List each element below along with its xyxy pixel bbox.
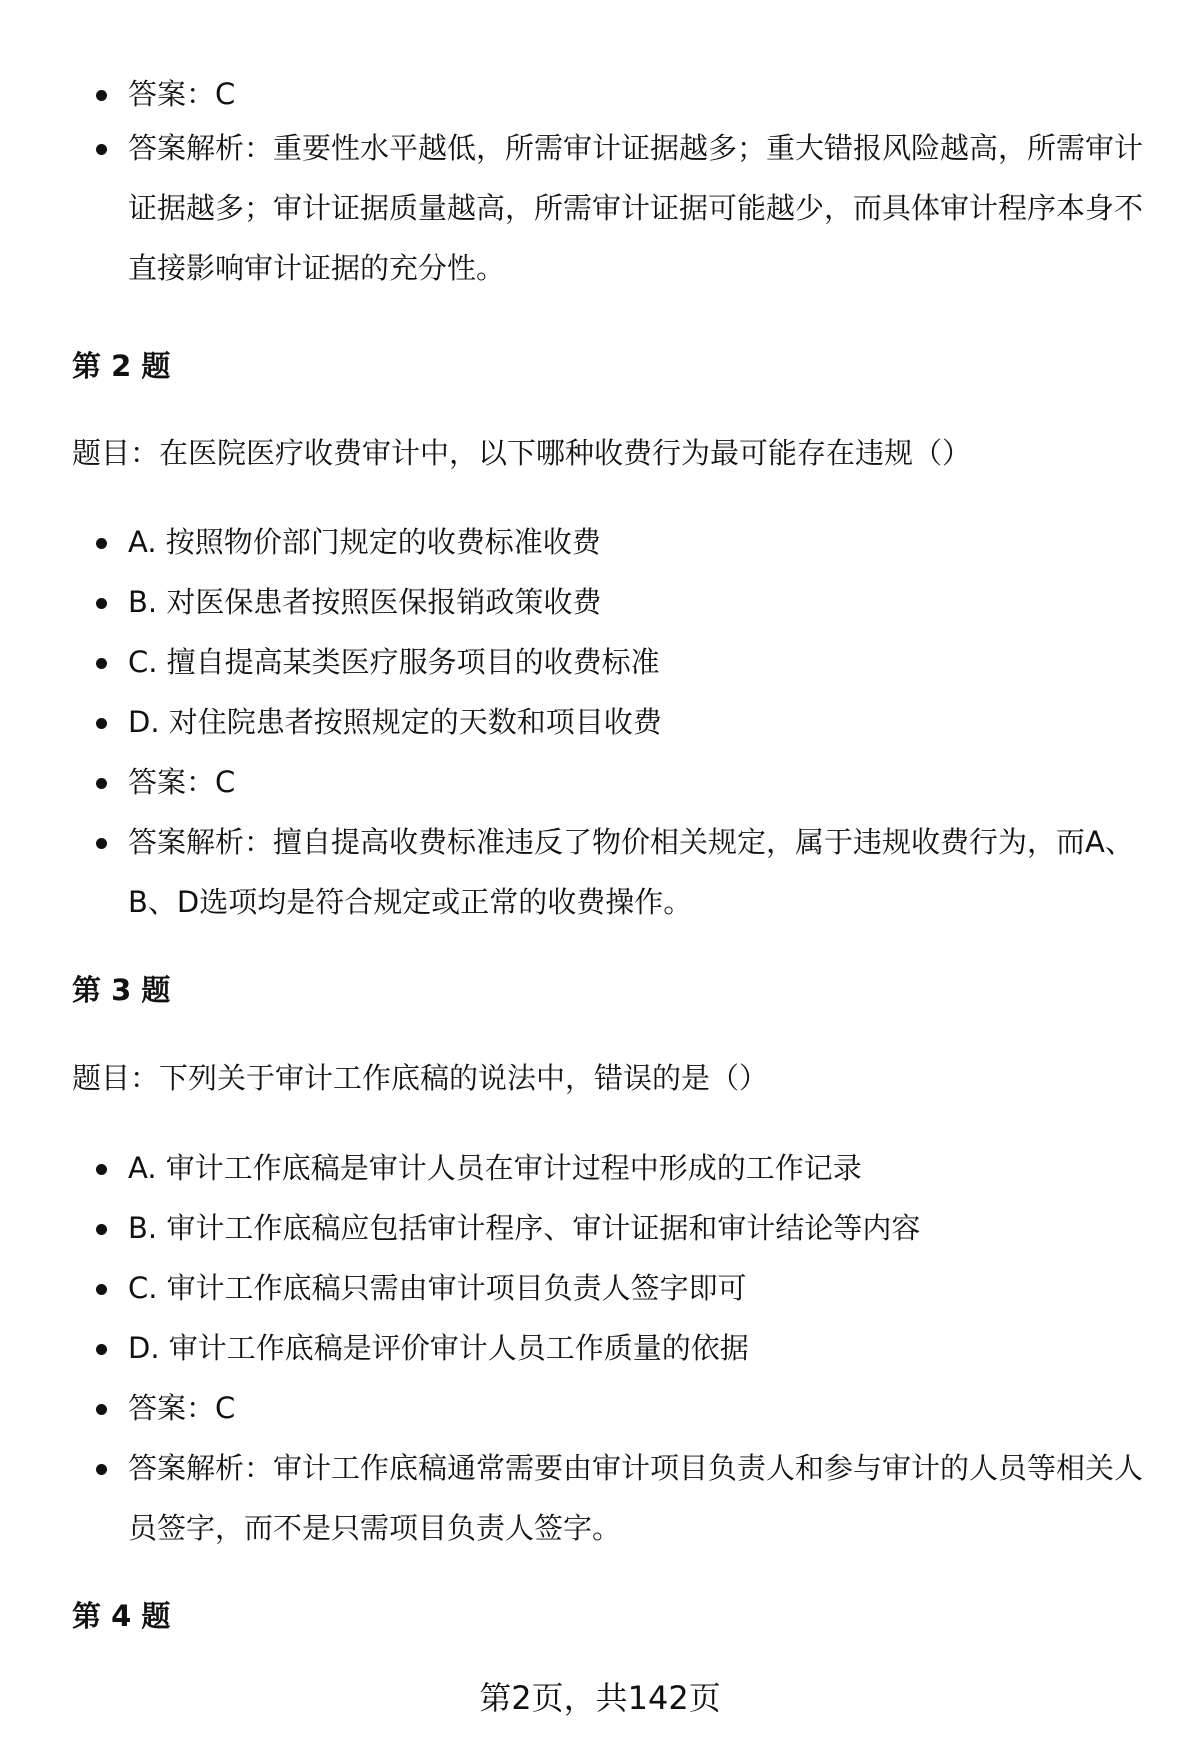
option-text: B. 审计工作底稿应包括审计程序、审计证据和审计结论等内容 xyxy=(128,1211,921,1245)
bullet-icon xyxy=(96,718,107,729)
q3-stem: 题目：下列关于审计工作底稿的说法中，错误的是（） xyxy=(72,1061,769,1095)
bullet-icon xyxy=(96,598,107,609)
bullet-icon xyxy=(96,1284,107,1295)
option-text: A. 按照物价部门规定的收费标准收费 xyxy=(128,525,601,559)
bullet-icon xyxy=(96,778,107,789)
q3-bullet-list xyxy=(96,1138,1156,1558)
q2-explanation: 答案解析：擅自提高收费标准违反了物价相关规定，属于违规收费行为，而A、B、D选项均是符合规定或正常的收费操作。 xyxy=(128,825,1134,919)
option-text: B. 对医保患者按照医保报销政策收费 xyxy=(128,585,602,619)
q3-option-c xyxy=(96,1258,1156,1318)
bullet-icon xyxy=(96,1404,107,1415)
page-footer: 第2页，共142页 xyxy=(479,1679,721,1717)
q2-option-a xyxy=(96,512,1156,572)
q2-explanation-item xyxy=(96,812,1156,932)
bullet-icon xyxy=(96,1164,107,1175)
q2-answer-item xyxy=(96,752,1156,812)
q1-bullet-list xyxy=(96,64,1156,298)
q2-option-b xyxy=(96,572,1156,632)
q3-option-d xyxy=(96,1318,1156,1378)
bullet-icon xyxy=(96,144,107,155)
option-text: C. 审计工作底稿只需由审计项目负责人签字即可 xyxy=(128,1271,747,1305)
q1-answer: 答案：C xyxy=(128,77,236,111)
option-text: D. 对住院患者按照规定的天数和项目收费 xyxy=(128,705,662,739)
q2-bullet-list xyxy=(96,512,1156,932)
bullet-icon xyxy=(96,538,107,549)
q2-option-d xyxy=(96,692,1156,752)
q1-answer-item xyxy=(96,64,1156,124)
q3-explanation: 答案解析：审计工作底稿通常需要由审计项目负责人和参与审计的人员等相关人员签字，而不是只需项目负责人签字。 xyxy=(128,1451,1144,1545)
q2-answer: 答案：C xyxy=(128,765,236,799)
bullet-icon xyxy=(96,658,107,669)
bullet-icon xyxy=(96,838,107,849)
bullet-icon xyxy=(96,1224,107,1235)
bullet-icon xyxy=(96,90,107,101)
q3-answer-item xyxy=(96,1378,1156,1438)
q3-answer: 答案：C xyxy=(128,1391,236,1425)
bullet-icon xyxy=(96,1464,107,1475)
q3-option-a xyxy=(96,1138,1156,1198)
q2-stem: 题目：在医院医疗收费审计中，以下哪种收费行为最可能存在违规（） xyxy=(72,436,972,470)
q1-explanation-item xyxy=(96,118,1156,298)
q2-option-c xyxy=(96,632,1156,692)
option-text: C. 擅自提高某类医疗服务项目的收费标准 xyxy=(128,645,660,679)
q4-heading: 第 4 题 xyxy=(72,1599,171,1633)
q1-explanation: 答案解析：重要性水平越低，所需审计证据越多；重大错报风险越高，所需审计证据越多；审计证据质量越高，所需审计证据可能越少，而具体审计程序本身不直接影响审计证据的充分性。 xyxy=(128,131,1144,285)
q3-option-b xyxy=(96,1198,1156,1258)
q3-heading: 第 3 题 xyxy=(72,973,171,1007)
option-text: A. 审计工作底稿是审计人员在审计过程中形成的工作记录 xyxy=(128,1151,862,1185)
option-text: D. 审计工作底稿是评价审计人员工作质量的依据 xyxy=(128,1331,749,1365)
q2-heading: 第 2 题 xyxy=(72,349,171,383)
q3-explanation-item xyxy=(96,1438,1156,1558)
bullet-icon xyxy=(96,1344,107,1355)
